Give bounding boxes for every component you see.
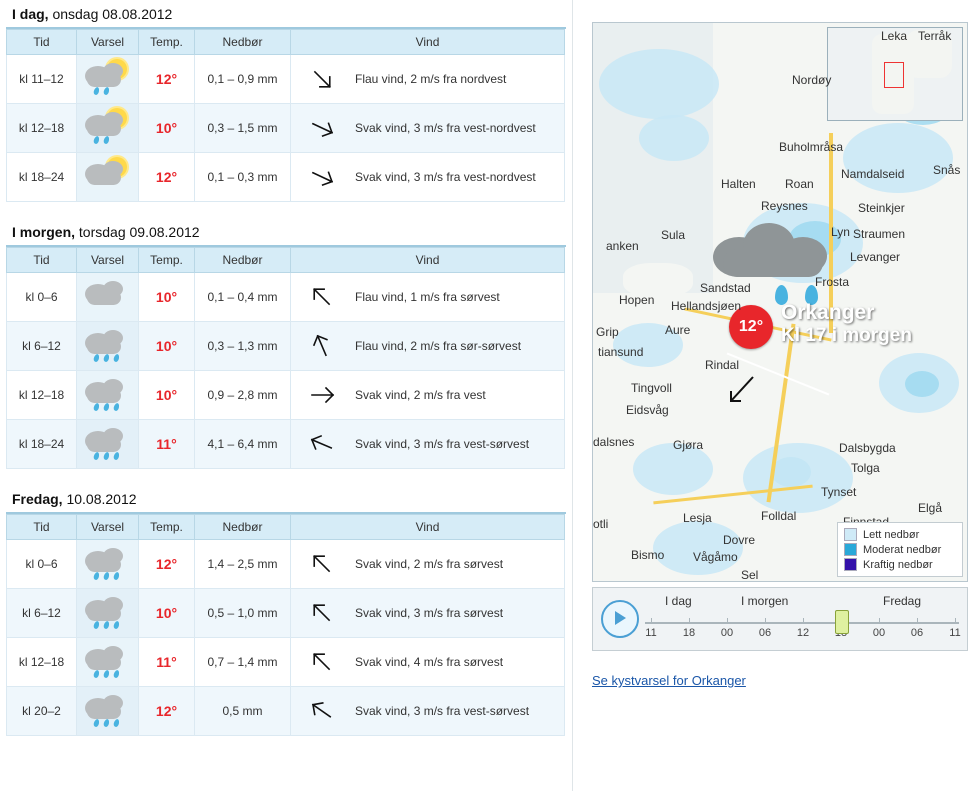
- timebar-tick-label: 12: [796, 627, 810, 639]
- wind-text: Flau vind, 2 m/s fra nordvest: [355, 72, 507, 86]
- cell-temperature: 12°: [139, 687, 195, 736]
- map-place-label: Roan: [785, 177, 814, 191]
- timebar-tick-label: 11: [645, 627, 657, 639]
- timebar-tick-label: 06: [758, 627, 772, 639]
- cell-time: kl 11–12: [7, 55, 77, 104]
- wind-arrow-box: [299, 697, 345, 725]
- inset-viewport-box: [884, 62, 904, 88]
- wind-text: Svak vind, 3 m/s fra vest-sørvest: [355, 704, 530, 718]
- wind-arrow-box: [299, 550, 345, 578]
- map-place-label: Tingvoll: [631, 381, 672, 395]
- map-place-label: Sula: [661, 228, 686, 242]
- wind-arrow-box: [299, 283, 345, 311]
- cell-precipitation: 1,4 – 2,5 mm: [195, 540, 291, 589]
- cell-time: kl 18–24: [7, 420, 77, 469]
- timebar-tick-label: 11: [949, 627, 961, 639]
- map-place-label: Leka: [881, 29, 908, 43]
- forecast-table: [6, 514, 565, 736]
- cloud-rain-icon: [79, 689, 137, 733]
- wind-arrow-icon: [302, 697, 342, 725]
- map-place-label: Reysnes: [761, 199, 808, 213]
- cell-precipitation: 0,5 mm: [195, 687, 291, 736]
- table-row: [7, 153, 565, 202]
- map-place-label: Steinkjer: [858, 201, 905, 215]
- map-place-label: Frosta: [815, 275, 850, 289]
- cell-temperature: 12°: [139, 55, 195, 104]
- map-place-label: Aure: [665, 323, 691, 337]
- cloud-rain-icon: [79, 542, 137, 586]
- map-place-label: tiansund: [598, 345, 644, 359]
- cell-precipitation: 4,1 – 6,4 mm: [195, 420, 291, 469]
- column-header-1: Varsel: [77, 515, 139, 540]
- cell-time: kl 12–18: [7, 104, 77, 153]
- map-place-label: otli: [593, 517, 609, 531]
- timebar-tick: [803, 618, 804, 624]
- cell-wind: [291, 273, 565, 322]
- cell-time: kl 6–12: [7, 322, 77, 371]
- column-header-3: Nedbør: [195, 515, 291, 540]
- day-heading: [6, 218, 566, 247]
- wind-arrow-box: [299, 114, 345, 142]
- cell-time: kl 18–24: [7, 153, 77, 202]
- day-heading: [6, 485, 566, 514]
- cell-precipitation: 0,1 – 0,4 mm: [195, 273, 291, 322]
- wind-arrow-box: [299, 381, 345, 409]
- cell-time: kl 6–12: [7, 589, 77, 638]
- cloud-rain-icon: [79, 324, 137, 368]
- cell-time: kl 20–2: [7, 687, 77, 736]
- map-place-label: Hopen: [619, 293, 655, 307]
- cloud-sun-rain-icon: [79, 106, 137, 150]
- precip-blob: [743, 443, 853, 513]
- map-temperature-bubble: 12°: [729, 305, 773, 349]
- legend-label: Moderat nedbør: [863, 543, 942, 556]
- column-header-1: Varsel: [77, 248, 139, 273]
- column-header-0: Tid: [7, 515, 77, 540]
- day-heading-bold: I morgen,: [12, 224, 76, 240]
- cell-wind: [291, 420, 565, 469]
- wind-text: Svak vind, 3 m/s fra sørvest: [355, 606, 504, 620]
- map-place-label: Lyn: [831, 225, 850, 239]
- legend-swatch: [844, 558, 857, 571]
- legend-swatch: [844, 543, 857, 556]
- map-place-label: Buholmråsa: [779, 140, 844, 154]
- map-place-label: Sel: [741, 568, 759, 582]
- wind-arrow-icon: [302, 381, 342, 409]
- cell-time: kl 12–18: [7, 638, 77, 687]
- map-place-label: Hellandsjøen: [671, 299, 742, 313]
- cell-symbol: [77, 104, 139, 153]
- cell-precipitation: 0,9 – 2,8 mm: [195, 371, 291, 420]
- cell-precipitation: 0,5 – 1,0 mm: [195, 589, 291, 638]
- cloud-rain-icon: [79, 640, 137, 684]
- cloud-sun-rain-icon: [79, 57, 137, 101]
- wind-arrow-box: [299, 648, 345, 676]
- table-row: [7, 638, 565, 687]
- map-place-label: Folldal: [761, 509, 797, 523]
- wind-arrow-icon: [302, 599, 342, 627]
- legend-swatch: [844, 528, 857, 541]
- cell-precipitation: 0,7 – 1,4 mm: [195, 638, 291, 687]
- table-row: [7, 55, 565, 104]
- timebar-track[interactable]: [645, 622, 959, 624]
- map-place-label: Tynset: [821, 485, 857, 499]
- cloud-rain-icon: [79, 422, 137, 466]
- timebar-tick-label: 00: [872, 627, 886, 639]
- day-heading-date: torsdag 09.08.2012: [75, 224, 200, 240]
- legend-row: [844, 527, 956, 542]
- map-panel: [592, 22, 970, 688]
- forecast-table: [6, 247, 565, 469]
- cell-temperature: 10°: [139, 322, 195, 371]
- map-wind-arrow: [721, 371, 761, 411]
- wind-arrow-icon: [302, 163, 342, 191]
- cloud-rain-icon: [79, 373, 137, 417]
- map-place-label: Levanger: [850, 250, 901, 264]
- wind-text: Svak vind, 2 m/s fra vest: [355, 388, 486, 402]
- cell-precipitation: 0,1 – 0,9 mm: [195, 55, 291, 104]
- table-row: [7, 371, 565, 420]
- day-heading-bold: I dag,: [12, 6, 49, 22]
- cell-symbol: [77, 638, 139, 687]
- cell-wind: [291, 540, 565, 589]
- precip-blob: [653, 521, 743, 575]
- wind-arrow-box: [299, 599, 345, 627]
- map-place-label: Namdalseid: [841, 167, 905, 181]
- day-heading-date: onsdag 08.08.2012: [48, 6, 173, 22]
- cell-wind: [291, 687, 565, 736]
- forecast-table: [6, 29, 565, 202]
- map-place-label: Lesja: [683, 511, 712, 525]
- table-row: [7, 540, 565, 589]
- cell-wind: [291, 589, 565, 638]
- cell-precipitation: 0,1 – 0,3 mm: [195, 153, 291, 202]
- cell-temperature: 10°: [139, 371, 195, 420]
- wind-arrow-box: [299, 430, 345, 458]
- cell-time: kl 0–6: [7, 273, 77, 322]
- cell-temperature: 12°: [139, 153, 195, 202]
- map-place-label: Dovre: [723, 533, 756, 547]
- map-place-label: Vågåmo: [693, 550, 738, 564]
- column-header-0: Tid: [7, 248, 77, 273]
- cell-symbol: [77, 153, 139, 202]
- wind-arrow-icon: [302, 332, 342, 360]
- wind-arrow-icon: [302, 430, 342, 458]
- timebar-tick: [765, 618, 766, 624]
- map-place-label: Gjøra: [673, 438, 703, 452]
- table-row: [7, 687, 565, 736]
- cell-temperature: 11°: [139, 420, 195, 469]
- wind-text: Flau vind, 2 m/s fra sør-sørvest: [355, 339, 522, 353]
- cell-temperature: 10°: [139, 104, 195, 153]
- map-place-label: Elgå: [918, 501, 943, 515]
- cell-symbol: [77, 540, 139, 589]
- map-place-name: Orkanger: [781, 301, 875, 324]
- cell-wind: [291, 371, 565, 420]
- wind-text: Svak vind, 3 m/s fra vest-nordvest: [355, 170, 536, 184]
- map-place-label: Dalsbygda: [839, 441, 896, 455]
- cell-symbol: [77, 589, 139, 638]
- column-header-2: Temp.: [139, 30, 195, 55]
- timebar-segment-label[interactable]: I morgen: [741, 594, 789, 608]
- map-place-label: anken: [606, 239, 639, 253]
- cell-wind: [291, 322, 565, 371]
- column-header-0: Tid: [7, 30, 77, 55]
- wind-text: Svak vind, 2 m/s fra sørvest: [355, 557, 504, 571]
- timebar-tick: [651, 618, 652, 624]
- wind-arrow-box: [299, 65, 345, 93]
- map-place-label: Sandstad: [700, 281, 751, 295]
- cloud-icon: [79, 275, 137, 319]
- cell-wind: [291, 55, 565, 104]
- map-land-island-1: [623, 263, 693, 297]
- cell-time: kl 0–6: [7, 540, 77, 589]
- timebar-tick: [879, 618, 880, 624]
- table-row: [7, 589, 565, 638]
- legend-label: Kraftig nedbør: [863, 558, 933, 571]
- column-header-2: Temp.: [139, 248, 195, 273]
- time-slider[interactable]: [592, 587, 968, 651]
- precip-blob: [905, 371, 939, 397]
- wind-text: Svak vind, 3 m/s fra vest-nordvest: [355, 121, 536, 135]
- wind-text: Svak vind, 4 m/s fra sørvest: [355, 655, 504, 669]
- timebar-tick: [689, 618, 690, 624]
- cell-symbol: [77, 420, 139, 469]
- cell-symbol: [77, 371, 139, 420]
- timebar-tick: [727, 618, 728, 624]
- timebar-tick-label: 18: [682, 627, 696, 639]
- timebar-tick: [955, 618, 956, 624]
- timebar-tick-label: 00: [720, 627, 734, 639]
- map-place-label: Snås: [933, 163, 961, 177]
- wind-arrow-icon: [302, 65, 342, 93]
- cell-wind: [291, 153, 565, 202]
- cell-symbol: [77, 55, 139, 104]
- cell-symbol: [77, 687, 139, 736]
- map-legend: [837, 522, 963, 577]
- cell-symbol: [77, 273, 139, 322]
- column-header-4: Vind: [291, 248, 565, 273]
- cell-temperature: 12°: [139, 540, 195, 589]
- wind-arrow-icon: [302, 283, 342, 311]
- map-place-label: Rindal: [705, 358, 740, 372]
- table-row: [7, 104, 565, 153]
- legend-row: [844, 542, 956, 557]
- column-divider: [572, 0, 573, 791]
- map-place-label: Nordøy: [792, 73, 832, 87]
- wind-text: Svak vind, 3 m/s fra vest-sørvest: [355, 437, 530, 451]
- wind-text: Flau vind, 1 m/s fra sørvest: [355, 290, 500, 304]
- map-place-label: Halten: [721, 177, 756, 191]
- wind-arrow-icon: [302, 550, 342, 578]
- timebar-handle[interactable]: [835, 610, 849, 634]
- timebar-segment-label[interactable]: Fredag: [883, 594, 922, 608]
- table-row: [7, 322, 565, 371]
- cell-wind: [291, 104, 565, 153]
- cell-precipitation: 0,3 – 1,3 mm: [195, 322, 291, 371]
- column-header-3: Nedbør: [195, 30, 291, 55]
- cloud-rain-icon: [79, 591, 137, 635]
- column-header-2: Temp.: [139, 515, 195, 540]
- precip-blob: [599, 49, 719, 119]
- play-button[interactable]: [601, 600, 639, 638]
- legend-label: Lett nedbør: [863, 528, 920, 541]
- precip-blob: [843, 123, 953, 193]
- table-row: [7, 420, 565, 469]
- wind-arrow-box: [299, 163, 345, 191]
- map-place-label: Grip: [596, 325, 619, 339]
- day-heading: [6, 0, 566, 29]
- table-row: [7, 273, 565, 322]
- map-place-label: Straumen: [853, 227, 906, 241]
- column-header-3: Nedbør: [195, 248, 291, 273]
- map-place-label: dalsnes: [593, 435, 635, 449]
- column-header-4: Vind: [291, 30, 565, 55]
- map-place-label: Tolga: [851, 461, 880, 475]
- cell-temperature: 10°: [139, 589, 195, 638]
- cell-temperature: 11°: [139, 638, 195, 687]
- timebar-tick-label: 06: [910, 627, 924, 639]
- coastal-forecast-link[interactable]: Se kystvarsel for Orkanger: [592, 673, 746, 688]
- cell-wind: [291, 638, 565, 687]
- map-place-label: Terråk: [918, 29, 952, 43]
- legend-row: [844, 557, 956, 572]
- day-heading-date: 10.08.2012: [62, 491, 137, 507]
- cloud-sun-icon: [79, 155, 137, 199]
- cell-symbol: [77, 322, 139, 371]
- wind-arrow-icon: [302, 114, 342, 142]
- day-heading-bold: Fredag,: [12, 491, 63, 507]
- timebar-segment-label[interactable]: I dag: [665, 594, 692, 608]
- wind-arrow-icon: [302, 648, 342, 676]
- cell-precipitation: 0,3 – 1,5 mm: [195, 104, 291, 153]
- cell-time: kl 12–18: [7, 371, 77, 420]
- map-place-label: Eidsvåg: [626, 403, 669, 417]
- map-place-label: Bismo: [631, 548, 665, 562]
- map-weather-symbol: [713, 219, 831, 281]
- precip-blob: [639, 115, 709, 161]
- cell-temperature: 10°: [139, 273, 195, 322]
- wind-arrow-box: [299, 332, 345, 360]
- column-header-1: Varsel: [77, 30, 139, 55]
- column-header-4: Vind: [291, 515, 565, 540]
- map-place-time: Kl 17 i morgen: [781, 325, 912, 346]
- timebar-tick: [917, 618, 918, 624]
- precipitation-map[interactable]: [592, 22, 968, 582]
